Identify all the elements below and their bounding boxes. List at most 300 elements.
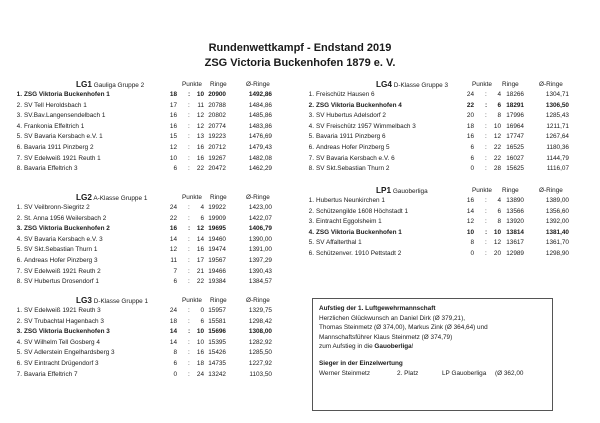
average-cell: 1116,07 [546,165,569,173]
points-won-cell: 18 [466,122,474,130]
table-row [306,218,596,229]
points-lost-cell: 8 [497,112,501,120]
points-separator: : [485,239,487,247]
league-header [306,186,596,197]
team-cell: SV Skt.Sebastian Thurn 1 [24,246,98,254]
team-cell: SV Bavaria Kersbach e.V. 3 [24,235,103,243]
league-code: LG1 [76,80,92,89]
rings-cell: 19474 [208,246,226,254]
team-cell: ZSG Viktoria Buckenhofen 4 [316,101,402,109]
league-header [14,193,304,204]
points-separator: : [485,165,487,173]
league-code: LP1 [376,186,392,195]
table-row [306,91,596,102]
team-cell: SV Freischütz 1957 Wimmelbach 3 [316,122,416,130]
team-cell: SV Trubachtal Hagenbach 3 [24,317,104,325]
average-cell: 1492,86 [248,91,272,98]
team-cell: Schützengilde 1608 Höchstadt 1 [316,207,409,215]
points-lost-cell: 12 [493,133,501,141]
points-separator: : [188,359,190,367]
table-row [14,165,304,176]
points-lost-cell: 16 [196,154,204,162]
team-cell: SV Tell Heroldsbach 1 [24,101,87,109]
points-lost-cell: 16 [196,246,204,254]
average-cell: 1483,86 [248,122,272,130]
average-cell: 1479,43 [248,143,272,151]
rings-cell: 13814 [506,228,524,236]
points-lost-cell: 22 [493,143,501,151]
rings-cell: 13920 [506,218,524,226]
average-cell: 1356,60 [545,207,569,215]
table-row [14,371,304,382]
average-cell: 1103,50 [249,370,272,378]
rings-cell: 18266 [506,91,524,98]
team-cell: SV Edelweiß 1921 Reuth 1 [24,154,101,162]
points-won-cell: 16 [466,133,474,141]
table-row [306,133,596,144]
rings-header: Ringe [210,194,227,201]
points-lost-cell: 10 [493,122,501,130]
rank-cell: 3. [16,225,22,233]
rings-cell: 20802 [208,112,226,120]
average-header: Ø-Ringe [246,297,270,304]
league-block [306,80,596,176]
table-row [14,349,304,360]
table-row [306,155,596,166]
league-name: D-Klasse Gruppe 1 [93,298,149,305]
points-separator: : [188,338,190,346]
average-cell: 1298,90 [545,249,569,257]
rings-cell: 19695 [208,225,226,233]
team-cell: ZSG Viktoria Buckenhofen 1 [24,91,110,98]
rank-cell: 5. [308,133,314,141]
average-cell: 1285,50 [248,349,272,357]
points-lost-cell: 10 [196,338,204,346]
rings-cell: 15625 [506,165,524,173]
rank-cell: 1. [16,307,22,314]
table-row [14,257,304,268]
rings-header: Ringe [502,81,519,88]
points-separator: : [485,133,487,141]
points-won-cell: 14 [169,328,177,336]
table-row [306,239,596,250]
points-won-cell: 22 [466,101,474,109]
points-separator: : [188,235,190,243]
points-lost-cell: 12 [196,112,204,120]
points-won-cell: 0 [173,370,177,378]
average-header: Ø-Ringe [246,81,270,88]
table-row [306,229,596,240]
points-won-cell: 16 [169,122,177,130]
league-title [376,186,428,195]
table-row [14,307,304,318]
rings-cell: 18291 [506,101,524,109]
points-won-cell: 24 [169,204,177,211]
points-separator: : [188,349,190,357]
points-separator: : [485,207,487,215]
points-won-cell: 6 [173,278,177,286]
points-separator: : [188,317,190,325]
team-cell: SV Hubertus Drosendorf 1 [24,278,99,286]
points-lost-cell: 6 [200,214,204,222]
league-block [306,186,596,261]
points-won-cell: 6 [470,154,474,162]
points-won-cell: 10 [169,154,177,162]
table-row [14,91,304,102]
notice-promotion-line [319,342,546,352]
team-cell: SV.Bav.Langensendelbach 1 [24,112,106,120]
table-row [14,133,304,144]
team-cell: St. Anna 1956 Weilersbach 2 [24,214,107,222]
rings-cell: 19909 [208,214,226,222]
rings-cell: 15581 [208,317,226,325]
league-code: LG4 [376,80,392,89]
team-cell: SV Wilhelm Tell Gosberg 4 [24,338,100,346]
rings-cell: 15426 [208,349,226,357]
points-lost-cell: 18 [196,359,204,367]
points-header: Punkte [472,81,492,88]
points-won-cell: 17 [169,101,177,109]
points-lost-cell: 28 [493,165,501,173]
table-row [306,165,596,176]
points-lost-cell: 8 [497,218,501,226]
points-lost-cell: 10 [196,328,204,336]
rank-cell: 4. [16,235,22,243]
rings-cell: 19223 [208,133,226,141]
average-cell: 1484,86 [248,101,272,109]
points-lost-cell: 12 [196,225,204,233]
points-won-cell: 12 [169,246,177,254]
points-won-cell: 6 [173,165,177,173]
points-separator: : [188,204,190,211]
team-cell: Bavaria Effeltrich 3 [24,165,78,173]
rings-cell: 19267 [208,154,226,162]
points-won-cell: 6 [470,143,474,151]
points-lost-cell: 11 [197,101,204,109]
average-cell: 1361,70 [545,239,569,247]
rings-cell: 13890 [506,197,524,204]
team-cell: SV Eintracht Drügendorf 3 [24,359,99,367]
average-cell: 1384,57 [248,278,272,286]
team-cell: Bavaria 1911 Pinzberg 6 [316,133,386,141]
average-cell: 1482,08 [248,154,272,162]
rings-cell: 13566 [506,207,524,215]
points-won-cell: 6 [173,359,177,367]
points-lost-cell: 4 [497,197,501,204]
points-won-cell: 18 [169,317,177,325]
points-lost-cell: 22 [493,154,501,162]
points-separator: : [485,112,487,120]
average-cell: 1423,00 [248,204,272,211]
average-cell: 1397,29 [248,256,272,264]
points-separator: : [188,246,190,254]
rings-cell: 13242 [208,370,226,378]
rings-cell: 14735 [208,359,226,367]
points-won-cell: 24 [466,91,474,98]
points-won-cell: 16 [466,197,474,204]
club-subtitle: ZSG Victoria Buckenhofen 1879 e. V. [204,57,396,69]
points-header: Punkte [182,297,202,304]
points-separator: : [188,370,190,378]
table-row [14,236,304,247]
table-row [14,123,304,134]
team-cell: ZSG Viktoria Buckenhofen 2 [24,225,110,233]
rings-cell: 15957 [208,307,226,314]
promo-suffix: ! [411,343,414,351]
table-row [306,123,596,134]
points-won-cell: 20 [466,112,474,120]
winner-league: LP Gauoberliga [442,369,487,377]
average-cell: 1406,79 [248,225,272,233]
points-separator: : [485,101,488,109]
rank-cell: 2. [308,101,314,109]
rank-cell: 5. [16,349,22,357]
average-cell: 1476,69 [248,133,272,141]
average-cell: 1306,50 [545,101,569,109]
notice-line: Herzlichen Glückwunsch an Daniel Dirk (Ø 379,21), [319,314,465,322]
points-header: Punkte [182,81,202,88]
points-lost-cell: 21 [196,267,204,275]
rank-cell: 7. [308,154,314,162]
rings-cell: 19567 [208,256,226,264]
rank-cell: 7. [16,154,22,162]
points-separator: : [188,214,190,222]
league-block [14,296,304,381]
rank-cell: 2. [16,317,22,325]
table-row [306,144,596,155]
rank-cell: 6. [308,249,314,257]
average-cell: 1282,92 [248,338,272,346]
points-separator: : [485,143,487,151]
table-row [14,246,304,257]
rings-cell: 16027 [506,154,524,162]
rings-cell: 16525 [506,143,524,151]
points-lost-cell: 10 [196,91,204,98]
rings-cell: 20788 [208,101,226,109]
winner-average: (Ø 362,00 [495,369,524,377]
rank-cell: 8. [16,278,22,286]
average-cell: 1267,64 [545,133,569,141]
rank-cell: 1. [16,91,22,98]
team-cell: Schützenver. 1910 Pettstadt 2 [316,249,402,257]
rank-cell: 3. [16,328,22,336]
points-lost-cell: 20 [493,249,501,257]
points-header: Punkte [472,187,492,194]
league-title [76,80,144,89]
rank-cell: 8. [16,165,22,173]
page-title: Rundenwettkampf - Endstand 2019 [208,42,392,54]
rank-cell: 1. [308,91,314,98]
rank-cell: 2. [16,101,22,109]
winners-heading: Sieger in der Einzelwertung [319,359,403,367]
points-separator: : [485,197,487,204]
table-row [14,225,304,236]
team-cell: SV Bavaria Kersbach e.V. 1 [24,133,103,141]
rank-cell: 4. [308,228,314,236]
table-row [14,215,304,226]
points-won-cell: 24 [169,307,177,314]
points-won-cell: 16 [169,112,177,120]
rank-cell: 3. [308,112,314,120]
average-cell: 1389,00 [545,197,569,204]
team-cell: SV Edelweiß 1921 Reuth 2 [24,267,101,275]
rings-cell: 19466 [208,267,226,275]
team-cell: SV Hubertus Adelsdorf 2 [316,112,386,120]
promotion-notice [312,298,553,411]
average-cell: 1381,40 [545,228,569,236]
league-title [376,80,448,89]
promo-prefix: zum Aufstieg in die [319,343,375,351]
rank-cell: 6. [16,256,22,264]
average-cell: 1391,00 [248,246,272,254]
league-name: A-Klasse Gruppe 1 [93,195,148,202]
table-row [14,268,304,279]
points-won-cell: 18 [169,91,177,98]
average-cell: 1211,71 [546,122,569,130]
winner-row [319,369,546,379]
rank-cell: 1. [16,204,22,211]
average-cell: 1485,86 [248,112,272,120]
points-separator: : [188,133,190,141]
points-won-cell: 22 [169,214,177,222]
points-separator: : [188,165,190,173]
points-separator: : [188,256,190,264]
rings-cell: 17996 [506,112,524,120]
rank-cell: 1. [308,197,314,204]
points-won-cell: 10 [466,228,474,236]
rings-cell: 12989 [506,249,524,257]
points-won-cell: 14 [466,207,474,215]
average-header: Ø-Ringe [539,187,563,194]
average-cell: 1390,43 [248,267,272,275]
points-won-cell: 0 [470,165,474,173]
points-separator: : [188,154,190,162]
points-won-cell: 12 [169,143,177,151]
table-row [14,112,304,123]
points-separator: : [188,143,190,151]
points-won-cell: 7 [173,267,177,275]
team-cell: SV Veilbronn-Siegritz 2 [24,204,90,211]
points-lost-cell: 17 [196,256,204,264]
points-lost-cell: 16 [196,143,204,151]
promo-league: Gauoberliga [374,343,412,351]
league-name: Gauoberliga [392,188,428,195]
average-cell: 1298,42 [248,317,272,325]
league-block [14,80,304,176]
league-header [14,296,304,307]
rings-cell: 13617 [506,239,524,247]
points-won-cell: 8 [173,349,177,357]
points-lost-cell: 12 [196,122,204,130]
points-lost-cell: 6 [200,317,204,325]
rings-cell: 19922 [208,204,226,211]
rings-cell: 19460 [208,235,226,243]
rank-cell: 4. [16,122,22,130]
average-header: Ø-Ringe [539,81,563,88]
team-cell: Eintracht Eggolsheim 1 [316,218,382,226]
rank-cell: 6. [16,359,22,367]
team-cell: SV Adlerstein Engelhardsberg 3 [24,349,115,357]
league-header [306,80,596,91]
points-lost-cell: 22 [196,165,204,173]
team-cell: Freischütz Hausen 6 [316,91,375,98]
table-row [14,144,304,155]
rank-cell: 8. [308,165,314,173]
rings-header: Ringe [210,81,227,88]
points-separator: : [485,228,488,236]
points-lost-cell: 10 [493,228,501,236]
table-row [14,318,304,329]
points-won-cell: 15 [169,133,177,141]
team-cell: ZSG Viktoria Buckenhofen 3 [24,328,110,336]
average-cell: 1180,36 [546,143,569,151]
points-separator: : [485,249,487,257]
points-separator: : [485,122,487,130]
table-row [306,102,596,113]
rings-cell: 19384 [208,278,226,286]
table-row [14,339,304,350]
league-header [14,80,304,91]
rank-cell: 5. [16,133,22,141]
points-lost-cell: 0 [200,307,204,314]
team-cell: Hubertus Neunkirchen 1 [316,197,385,204]
team-cell: Andreas Hofer Pinzberg 5 [316,143,390,151]
average-cell: 1462,29 [248,165,272,173]
points-lost-cell: 6 [497,101,501,109]
rings-cell: 15696 [208,328,226,336]
average-cell: 1329,75 [248,307,272,314]
table-row [306,112,596,123]
points-separator: : [188,122,190,130]
rank-cell: 5. [16,246,22,254]
points-won-cell: 16 [169,225,177,233]
table-row [14,328,304,339]
points-lost-cell: 24 [196,370,204,378]
rank-cell: 2. [308,207,314,215]
notice-heading: Aufstieg der 1. Luftgewehrmannschaft [319,305,436,312]
table-row [306,250,596,261]
team-cell: SV Skt.Sebastian Thurn 2 [316,165,390,173]
points-won-cell: 12 [466,218,474,226]
points-separator: : [188,307,190,314]
team-cell: Andreas Hofer Pinzberg 3 [24,256,98,264]
league-name: D-Klasse Gruppe 3 [393,82,449,89]
points-lost-cell: 4 [497,91,501,98]
league-title [76,296,148,305]
rank-cell: 6. [308,143,314,151]
league-code: LG3 [76,296,92,305]
points-lost-cell: 22 [196,278,204,286]
rings-cell: 20774 [208,122,226,130]
rank-cell: 7. [16,370,22,378]
league-code: LG2 [76,193,92,202]
team-cell: SV Bavaria Kersbach e.V. 6 [316,154,395,162]
points-separator: : [188,267,190,275]
points-separator: : [188,328,191,336]
notice-line: Thomas Steinmetz (Ø 374,00), Markus Zink (Ø 364,64) und [319,324,488,332]
table-row [14,155,304,166]
table-row [14,102,304,113]
points-lost-cell: 13 [196,133,204,141]
average-header: Ø-Ringe [246,194,270,201]
table-row [14,278,304,289]
team-cell: ZSG Viktoria Buckenhofen 1 [316,228,402,236]
rank-cell: 3. [308,218,314,226]
average-cell: 1422,07 [248,214,272,222]
rings-cell: 20712 [208,143,226,151]
team-cell: Bavaria Effeltrich 7 [24,370,78,378]
rings-cell: 17747 [506,133,524,141]
